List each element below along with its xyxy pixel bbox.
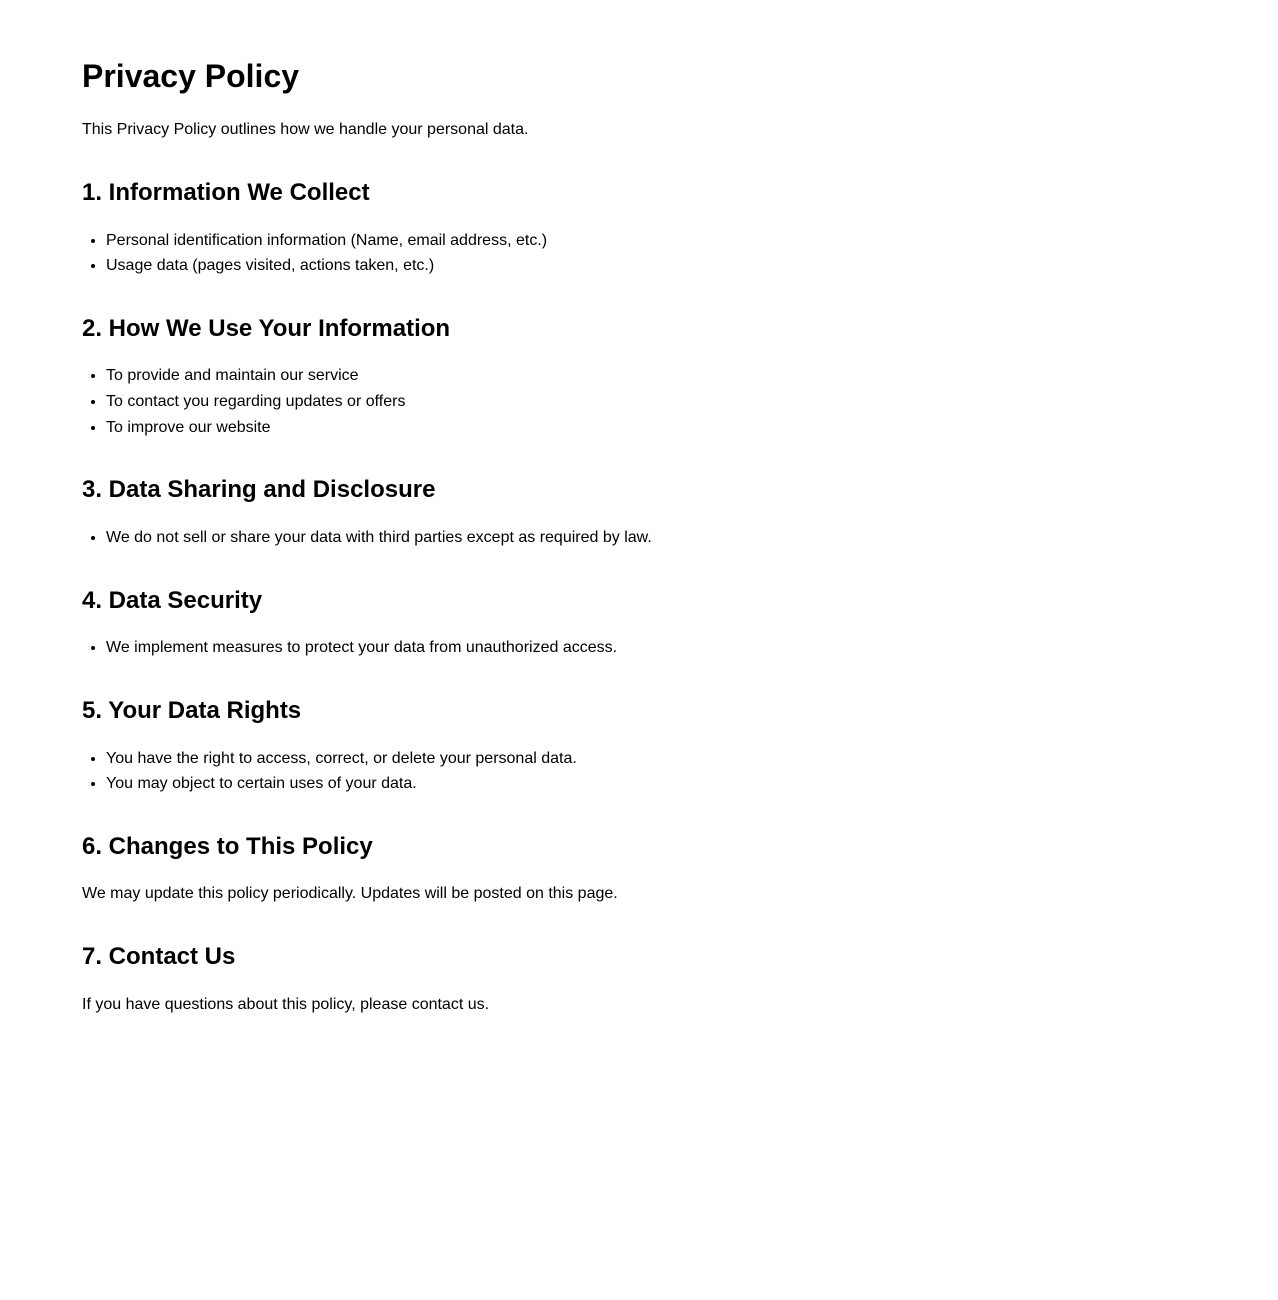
section-information-we-collect (82, 179, 1196, 279)
list-item: • Usage data (pages visited, actions taken, etc.) (106, 253, 1196, 279)
section-heading: 7. Contact Us (82, 943, 236, 971)
bullet-list (82, 228, 1196, 279)
page-title: Privacy Policy (82, 58, 300, 95)
section-heading: 1. Information We Collect (82, 178, 370, 206)
section-policy-changes (82, 833, 1196, 907)
list-item: • You have the right to access, correct, or delete your personal data. (106, 746, 1196, 772)
section-how-we-use-information (82, 315, 1196, 440)
section-data-rights (82, 697, 1196, 797)
list-item: • We implement measures to protect your data from unauthorized access. (106, 635, 1196, 661)
section-heading: 6. Changes to This Policy (82, 832, 373, 860)
bullet-list (82, 746, 1196, 797)
section-text: We may update this policy periodically. Updates will be posted on this page. (82, 885, 618, 903)
section-heading: 3. Data Sharing and Disclosure (82, 476, 436, 504)
bullet-list (82, 525, 1196, 551)
bullet-list (82, 635, 1196, 661)
section-text: If you have questions about this policy, please contact us. (82, 995, 490, 1013)
section-heading: 5. Your Data Rights (82, 696, 302, 724)
section-data-security (82, 587, 1196, 661)
section-heading: 4. Data Security (82, 586, 263, 614)
list-item: • To provide and maintain our service (106, 363, 1196, 389)
list-item: • To contact you regarding updates or offers (106, 389, 1196, 415)
section-data-sharing (82, 476, 1196, 550)
section-heading: 2. How We Use Your Information (82, 314, 451, 342)
list-item: • You may object to certain uses of your data. (106, 771, 1196, 797)
list-item: • We do not sell or share your data with third parties except as required by law. (106, 525, 1196, 551)
bullet-list (82, 363, 1196, 440)
intro-text: This Privacy Policy outlines how we handle your personal data. (82, 121, 529, 139)
list-item: • To improve our website (106, 415, 1196, 441)
list-item: • Personal identification information (Name, email address, etc.) (106, 228, 1196, 254)
section-contact-us (82, 943, 1196, 1017)
